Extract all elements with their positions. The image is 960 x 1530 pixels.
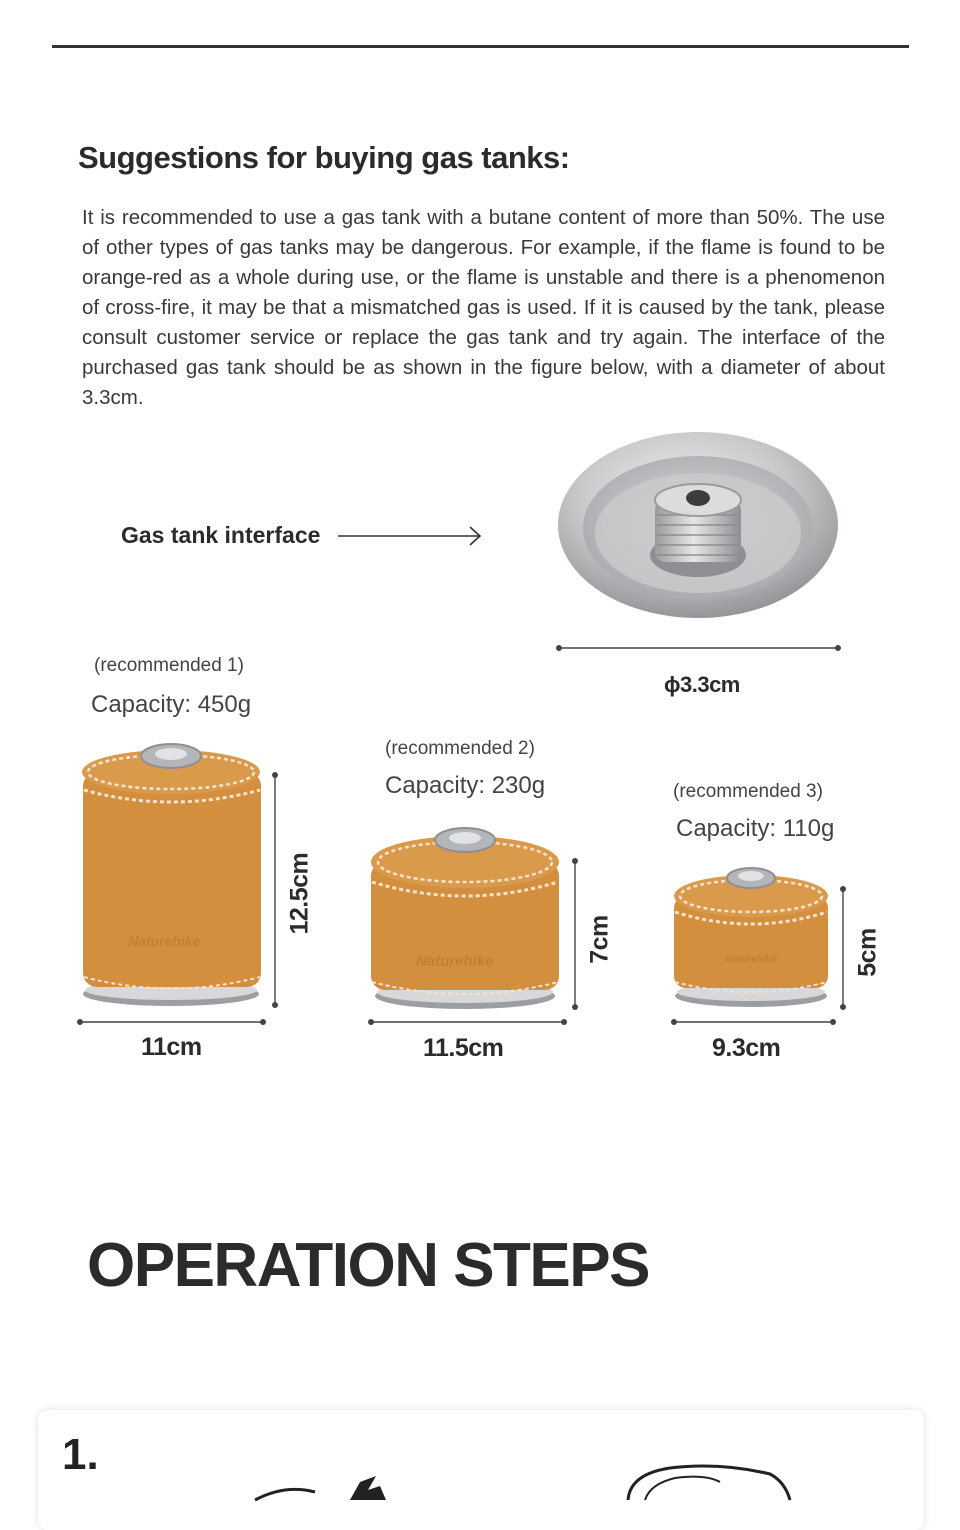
tank-3-image	[671, 864, 833, 1010]
tank-3-capacity: Capacity: 110g	[676, 815, 835, 842]
tank-3-brand: Naturehike	[725, 954, 777, 965]
tank-3-height-line	[838, 886, 848, 1010]
tank-2-brand: Naturehike	[416, 953, 494, 970]
tank-3-width: 9.3cm	[712, 1034, 781, 1062]
tank-1-brand: Naturehike	[128, 933, 201, 949]
tank-1-image	[78, 742, 268, 1012]
tank-2-width-line	[368, 1017, 568, 1027]
top-divider	[52, 45, 909, 48]
right-arrow-icon	[338, 525, 483, 547]
tank-3-height: 5cm	[853, 928, 882, 977]
tank-1-width: 11cm	[141, 1033, 202, 1061]
tank-1-height-line	[270, 772, 280, 1008]
tank-1-width-line	[77, 1017, 267, 1027]
step-number: 1.	[62, 1430, 99, 1479]
tank-2-image	[368, 824, 564, 1014]
section-title: Suggestions for buying gas tanks:	[78, 140, 570, 175]
step-1-illustration	[250, 1462, 810, 1500]
tank-3-width-line	[671, 1017, 837, 1027]
tank-2-recommend: (recommended 2)	[385, 738, 535, 759]
tank-2-height-line	[570, 858, 580, 1010]
tank-2-height: 7cm	[585, 915, 614, 964]
tank-1-capacity: Capacity: 450g	[91, 691, 252, 718]
diameter-measure-line	[556, 643, 842, 653]
tank-1-recommend: (recommended 1)	[94, 655, 244, 676]
diameter-label: ϕ3.3cm	[664, 672, 740, 697]
tank-2-width: 11.5cm	[423, 1034, 504, 1062]
gas-tank-valve-image	[555, 430, 845, 625]
interface-label: Gas tank interface	[121, 522, 321, 548]
tank-2-capacity: Capacity: 230g	[385, 772, 546, 799]
tank-3-recommend: (recommended 3)	[673, 781, 823, 802]
operation-heading: OPERATION STEPS	[87, 1231, 649, 1300]
section-paragraph: It is recommended to use a gas tank with a butane content of more than 50%. The use of other types of gas tanks may be dangerous. For example, if the flame is found to be orange-red as a whole during use, or the flame is unstable and there is a phenomenon of cross-fire, it may be that a mismatched gas is used. If it is caused by the tank, please consult customer service or replace the gas tank and try again. The interface of the purchased gas tank should be as shown in the figure below, with a diameter of about 3.3cm.	[82, 206, 885, 409]
tank-1-height: 12.5cm	[285, 852, 314, 935]
